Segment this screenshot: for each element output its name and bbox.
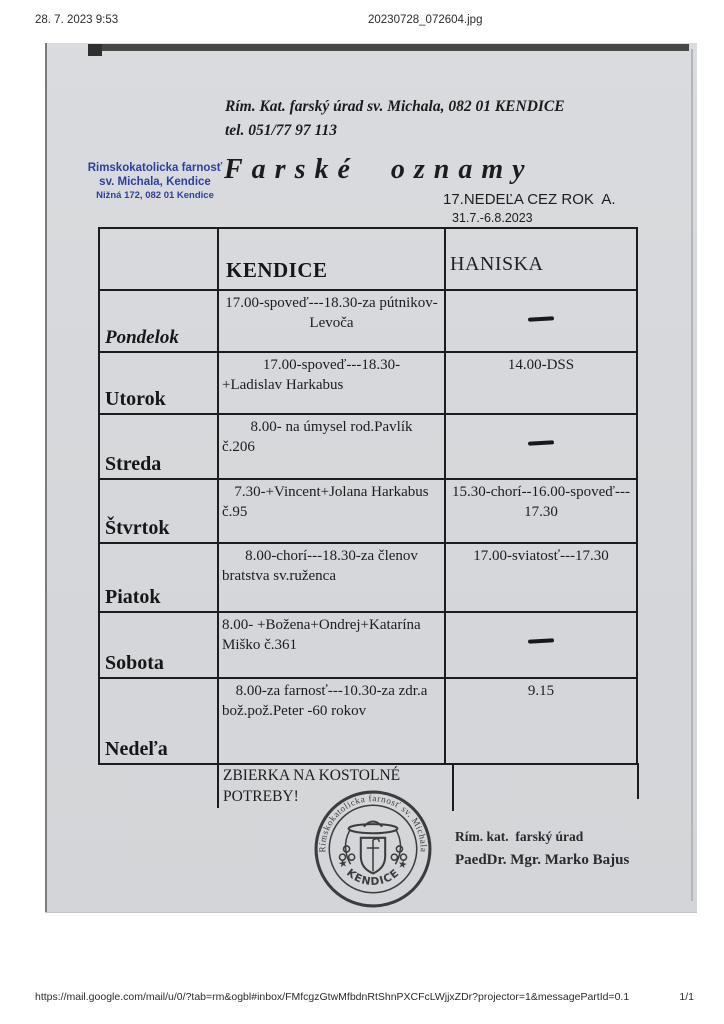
kendice-cell — [219, 613, 446, 677]
haniska-cell — [446, 613, 636, 677]
day-cell — [100, 480, 219, 542]
scan-edge-artifact-corner — [88, 44, 102, 56]
day-label: Pondelok — [105, 327, 179, 348]
dash-mark — [528, 440, 554, 445]
haniska-cell — [446, 353, 636, 413]
schedule-text-line: č.206 — [222, 439, 255, 455]
table-row — [100, 478, 636, 542]
schedule-text-line: 15.30-chorí--16.00-spoveď--- — [452, 484, 630, 500]
table-border-stub — [637, 763, 639, 799]
table-row — [100, 351, 636, 413]
parish-seal-icon — [313, 789, 433, 909]
document-title: Farské oznamy — [224, 154, 534, 185]
day-label: Streda — [105, 453, 162, 475]
stamp-line: sv. Michala, Kendice — [99, 176, 211, 188]
signature-office: Rím. kat. farský úrad — [455, 829, 584, 844]
haniska-cell — [446, 679, 636, 763]
schedule-table — [98, 227, 638, 765]
day-cell — [100, 415, 219, 478]
day-cell — [100, 291, 219, 351]
haniska-cell — [446, 480, 636, 542]
day-label: Nedeľa — [105, 738, 168, 760]
schedule-text-line: č.95 — [222, 504, 248, 520]
table-border-stub — [452, 763, 454, 811]
schedule-text-line: bratstva sv.ruženca — [222, 568, 336, 584]
haniska-cell — [446, 415, 636, 478]
day-cell — [100, 544, 219, 611]
kendice-column-header — [219, 229, 446, 289]
seal-ring-text: Rímskokatolicka farnosť sv. Michala — [317, 793, 429, 853]
day-cell — [100, 679, 219, 763]
day-cell — [100, 613, 219, 677]
schedule-table-rows — [100, 289, 636, 763]
kendice-cell — [219, 679, 446, 763]
dash-mark — [528, 316, 554, 321]
day-cell — [100, 353, 219, 413]
stamp-line: Rimskokatolicka farnosť — [87, 162, 223, 174]
schedule-text-line: bož.pož.Peter -60 rokov — [222, 703, 367, 719]
signature-name: PaedDr. Mgr. Marko Bajus — [455, 852, 630, 868]
kendice-cell — [219, 544, 446, 611]
haniska-column-header — [446, 229, 636, 289]
haniska-cell — [446, 544, 636, 611]
kendice-cell — [219, 353, 446, 413]
collection-note-line: POTREBY! — [223, 788, 299, 805]
table-header-row — [100, 229, 636, 289]
schedule-text-line: 9.15 — [527, 683, 555, 699]
schedule-text-line: 17.30 — [524, 504, 558, 520]
stamp-line: Nižná 172, 082 01 Kendice — [96, 190, 214, 201]
table-row — [100, 677, 636, 763]
week-date-range: 31.7.-6.8.2023 — [452, 211, 533, 225]
schedule-text-line: 8.00- na úmysel rod.Pavlík — [250, 419, 413, 435]
day-label: Štvrtok — [105, 517, 170, 539]
schedule-text-line: +Ladislav Harkabus — [222, 377, 344, 393]
schedule-text-line: 8.00- +Božena+Ondrej+Katarína — [222, 617, 421, 633]
sunday-title: 17.NEDEĽA CEZ ROK A. — [443, 191, 616, 208]
day-column-header — [100, 229, 219, 289]
table-row — [100, 611, 636, 677]
footer-url: https://mail.google.com/mail/u/0/?tab=rm&ogbl#inbox/FMfcgzGtwMfbdnRtShnPXCFcLWjjxZDr?projector=1&messagePartId=0.1 — [35, 991, 630, 1003]
letterhead-phone: tel. 051/77 97 113 — [225, 122, 337, 139]
day-label: Sobota — [105, 652, 164, 674]
scan-edge-artifact-top — [88, 44, 689, 51]
print-header-datetime: 28. 7. 2023 9:53 — [35, 14, 119, 26]
scanned-document — [45, 43, 697, 913]
scan-edge-artifact-left — [45, 43, 47, 912]
table-row — [100, 413, 636, 478]
scan-edge-artifact-right — [691, 49, 693, 901]
kendice-cell — [219, 291, 446, 351]
day-label: Utorok — [105, 388, 166, 410]
schedule-text-line: 14.00-DSS — [507, 357, 575, 373]
print-header-filename: 20230728_072604.jpg — [368, 14, 483, 26]
schedule-text-line: 17.00-spoveď---18.30-za pútnikov- — [225, 295, 438, 311]
schedule-text-line: 8.00-chorí---18.30-za členov — [245, 548, 418, 564]
haniska-cell — [446, 291, 636, 351]
kendice-cell — [219, 480, 446, 542]
seal-bottom-text: ★ KENDICE ★ — [334, 856, 412, 889]
schedule-text-line: 8.00-za farnosť---10.30-za zdr.a — [235, 683, 428, 699]
collection-note-line: ZBIERKA NA KOSTOLNÉ — [223, 767, 401, 784]
schedule-text-line: Miško č.361 — [222, 637, 297, 653]
schedule-text-line: 17.00-sviatosť---17.30 — [473, 548, 609, 564]
dash-mark — [528, 638, 554, 643]
letterhead-address: Rím. Kat. farský úrad sv. Michala, 082 01 KENDICE — [225, 98, 565, 115]
day-label: Piatok — [105, 586, 161, 608]
table-border-stub — [217, 763, 219, 808]
signature-block — [455, 826, 629, 872]
schedule-text-line: Levoča — [309, 315, 354, 331]
table-row — [100, 542, 636, 611]
column-header-label: KENDICE — [226, 258, 328, 282]
table-row — [100, 289, 636, 351]
column-header-label: HANISKA — [450, 253, 544, 275]
parish-address-stamp — [85, 162, 225, 202]
letterhead — [225, 95, 565, 143]
kendice-cell — [219, 415, 446, 478]
schedule-text-line: 17.00-spoveď---18.30- — [262, 357, 401, 373]
schedule-text-line: 7.30-+Vincent+Jolana Harkabus — [234, 484, 429, 500]
page-indicator: 1/1 — [679, 991, 694, 1003]
